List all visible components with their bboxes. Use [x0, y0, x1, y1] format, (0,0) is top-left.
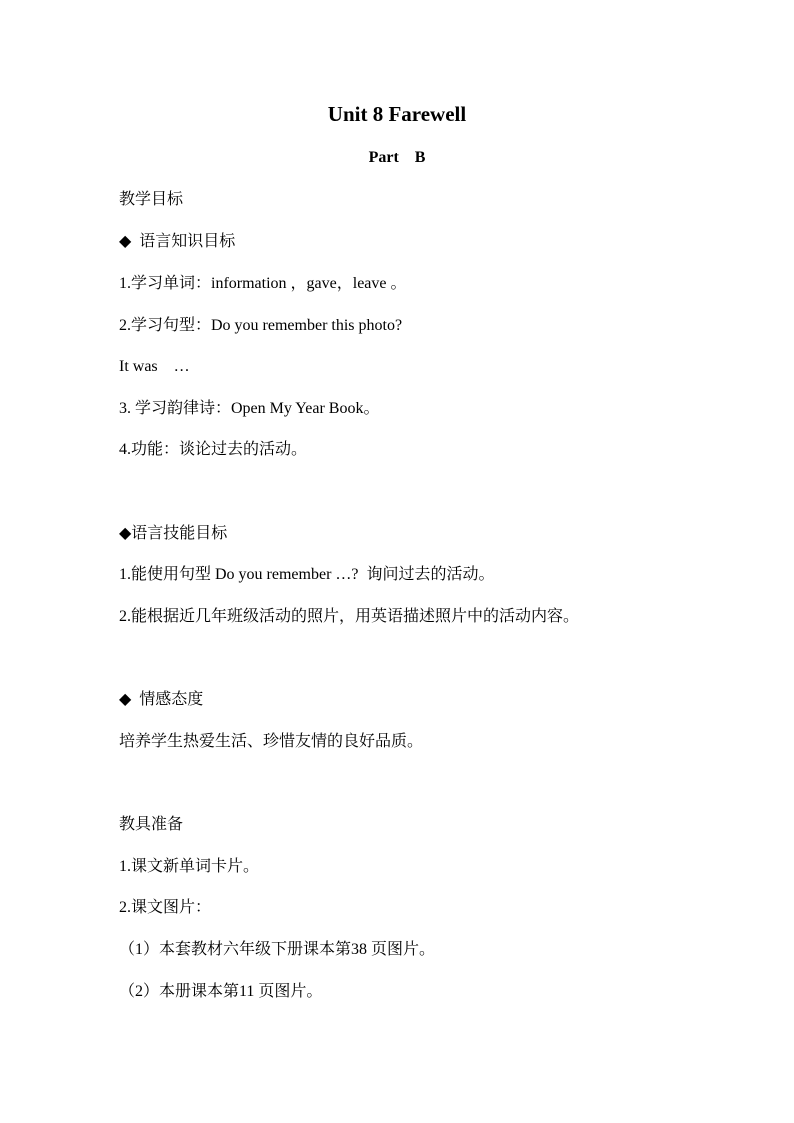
paragraph-line: 2.能根据近几年班级活动的照片，用英语描述照片中的活动内容。: [119, 608, 580, 625]
paragraph-line: 4.功能：谈论过去的活动。: [119, 441, 308, 458]
subheading-language-knowledge: ◆ 语言知识目标: [119, 233, 236, 250]
paragraph-line: 培养学生热爱生活、珍惜友情的良好品质。: [119, 733, 424, 750]
subheading-emotion-attitude: ◆ 情感态度: [119, 691, 204, 708]
paragraph-line: 1.学习单词：information ，gave，leave 。: [119, 275, 407, 292]
document-title: Unit 8 Farewell: [327, 102, 467, 126]
section-heading-objectives: 教学目标: [119, 191, 184, 208]
paragraph-line: 3. 学习韵律诗：Open My Year Book。: [119, 400, 380, 417]
paragraph-line: 1.课文新单词卡片。: [119, 858, 260, 875]
paragraph-line: （2）本册课本第11 页图片。: [119, 983, 323, 1000]
paragraph-line: （1）本套教材六年级下册课本第38 页图片。: [119, 941, 436, 958]
section-heading-materials: 教具准备: [119, 816, 184, 833]
paragraph-line: It was …: [119, 358, 190, 375]
paragraph-line: 1.能使用句型 Do you remember …? 询问过去的活动。: [119, 566, 495, 583]
paragraph-line: 2.学习句型：Do you remember this photo?: [119, 317, 403, 334]
document-subtitle: Part B: [368, 149, 426, 166]
paragraph-line: 2.课文图片：: [119, 899, 212, 916]
subheading-language-skills: ◆语言技能目标: [119, 525, 228, 542]
